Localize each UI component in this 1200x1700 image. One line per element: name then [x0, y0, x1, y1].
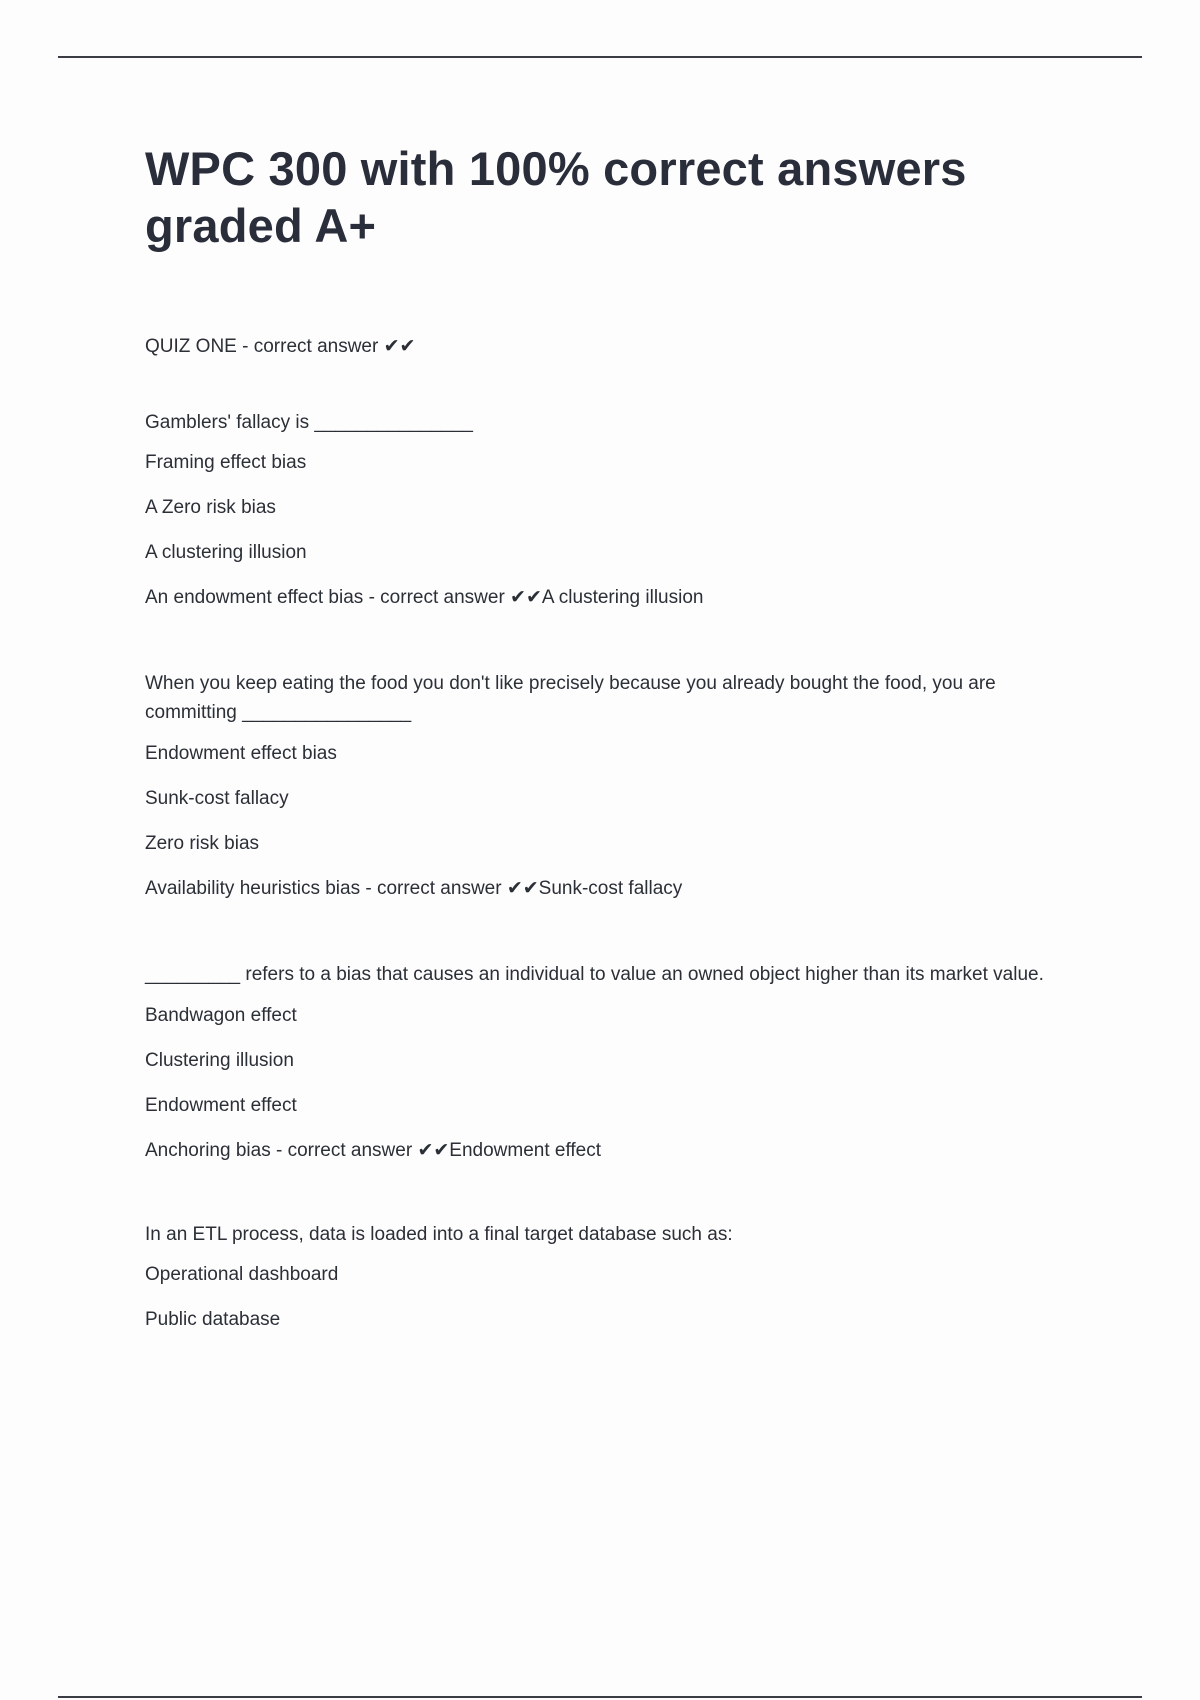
answer-option: Sunk-cost fallacy [145, 788, 289, 809]
document-title: WPC 300 with 100% correct answers graded A+ [145, 142, 967, 252]
question-stem: When you keep eating the food you don't like precisely because you already bought the food, you are committing ________________ [145, 673, 996, 723]
answer-option: A clustering illusion [145, 542, 307, 563]
top-rule [58, 56, 1142, 58]
document-body [145, 140, 1075, 1391]
answer-option: Endowment effect bias [145, 743, 337, 764]
answer-option: Framing effect bias [145, 452, 307, 473]
answer-option: Bandwagon effect [145, 1005, 297, 1026]
question-stem: Gamblers' fallacy is _______________ [145, 412, 473, 433]
answer-option: Clustering illusion [145, 1050, 294, 1071]
question-3 [145, 960, 1075, 1164]
answer-option-with-correct-answer: Availability heuristics bias - correct answer ✔✔Sunk-cost fallacy [145, 878, 683, 899]
question-stem: _________ refers to a bias that causes an individual to value an owned object higher than its market value. [145, 964, 1044, 985]
bottom-rule [58, 1696, 1142, 1698]
question-list [145, 410, 1075, 1333]
question-stem: In an ETL process, data is loaded into a final target database such as: [145, 1224, 733, 1245]
answer-option-with-correct-answer: Anchoring bias - correct answer ✔✔Endowment effect [145, 1140, 602, 1161]
answer-option: Zero risk bias [145, 833, 260, 854]
answer-option-with-correct-answer: An endowment effect bias - correct answer ✔✔A clustering illusion [145, 587, 704, 608]
question-2 [145, 669, 1075, 902]
question-1 [145, 410, 1075, 611]
answer-option: Public database [145, 1309, 281, 1330]
quiz-header: QUIZ ONE - correct answer ✔✔ [145, 336, 416, 357]
answer-option: Endowment effect [145, 1095, 297, 1116]
question-4 [145, 1222, 1075, 1333]
answer-option: Operational dashboard [145, 1264, 339, 1285]
answer-option: A Zero risk bias [145, 497, 276, 518]
